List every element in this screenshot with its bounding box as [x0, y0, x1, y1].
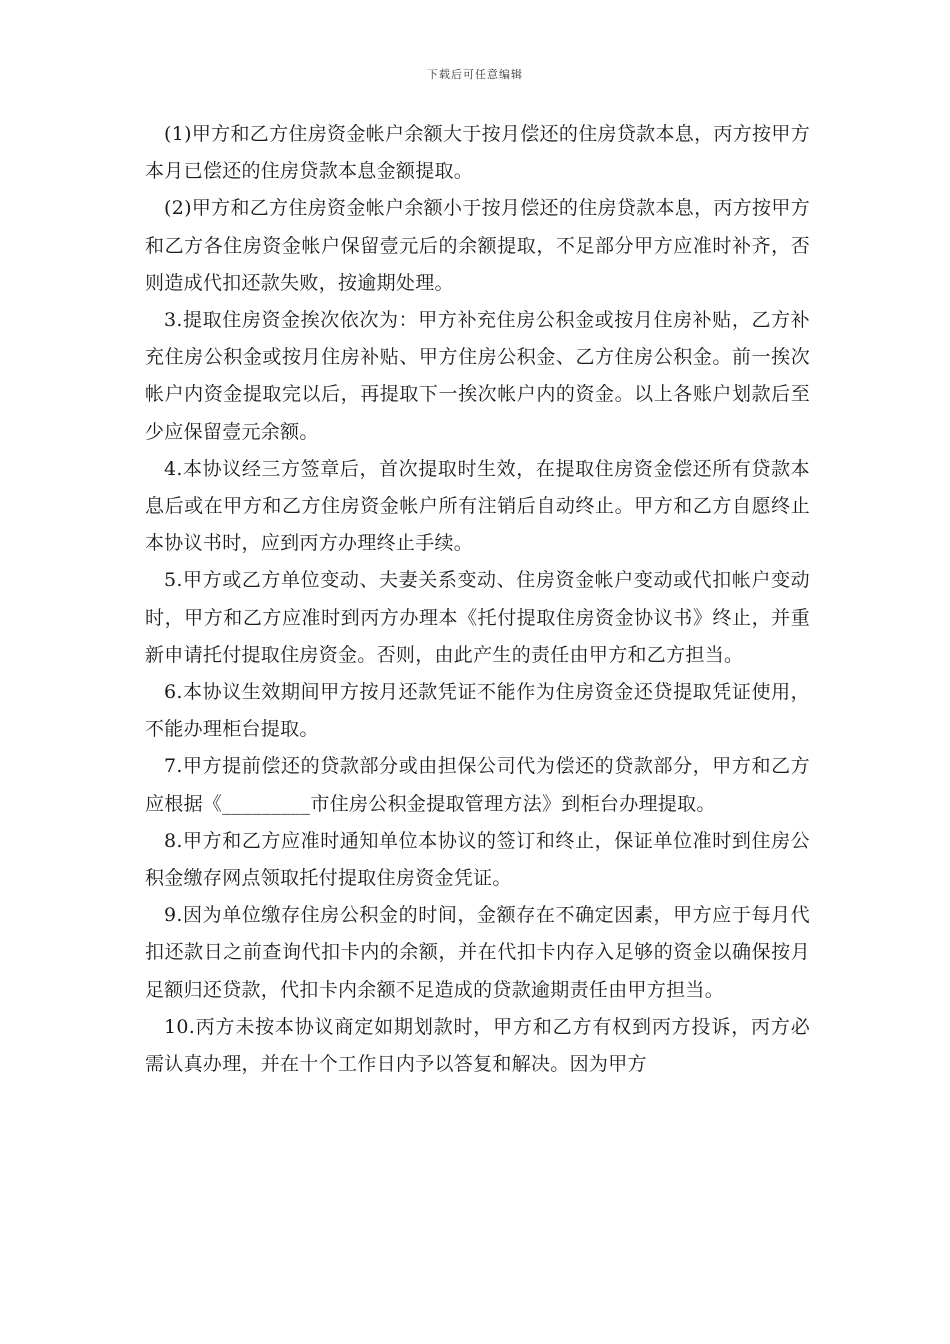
page-header: 下载后可任意编辑 [427, 68, 523, 81]
paragraph-clause-3: 3.提取住房资金挨次依次为：甲方补充住房公积金或按月住房补贴，乙方补充住房公积金或按月住房补贴、甲方住房公积金、乙方住房公积金。前一挨次帐户内资金提取完以后，再提取下一挨次帐户内的资金。以上各账户划款后至少应保留壹元余额。 [145, 309, 810, 443]
paragraph-clause-2: (2)甲方和乙方住房资金帐户余额小于按月偿还的住房贷款本息，丙方按甲方和乙方各住房资金帐户保留壹元后的余额提取，不足部分甲方应准时补齐，否则造成代扣还款失败，按逾期处理。 [145, 197, 810, 294]
paragraph-clause-4: 4.本协议经三方签章后，首次提取时生效，在提取住房资金偿还所有贷款本息后或在甲方和乙方住房资金帐户所有注销后自动终止。甲方和乙方自愿终止本协议书时，应到丙方办理终止手续。 [145, 457, 810, 555]
paragraph-clause-10: 10.丙方未按本协议商定如期划款时，甲方和乙方有权到丙方投诉，丙方必需认真办理，并在十个工作日内予以答复和解决。因为甲方 [145, 1015, 810, 1076]
paragraph-clause-7: 7.甲方提前偿还的贷款部分或由担保公司代为偿还的贷款部分，甲方和乙方应根据《_________市住房公积金提取管理方法》到柜台办理提取。 [145, 755, 810, 815]
paragraph-clause-8: 8.甲方和乙方应准时通知单位本协议的签订和终止，保证单位准时到住房公积金缴存网点领取托付提取住房资金凭证。 [145, 829, 810, 890]
paragraph-clause-5: 5.甲方或乙方单位变动、夫妻关系变动、住房资金帐户变动或代扣帐户变动时，甲方和乙方应准时到丙方办理本《托付提取住房资金协议书》终止，并重新申请托付提取住房资金。否则，由此产生的责任由甲方和乙方担当。 [145, 569, 810, 666]
document-body [145, 116, 810, 1083]
paragraph-clause-9: 9.因为单位缴存住房公积金的时间，金额存在不确定因素，甲方应于每月代扣还款日之前查询代扣卡内的余额，并在代扣卡内存入足够的资金以确保按月足额归还贷款，代扣卡内余额不足造成的贷款逾期责任由甲方担当。 [145, 904, 810, 1001]
paragraph-clause-6: 6.本协议生效期间甲方按月还款凭证不能作为住房资金还贷提取凭证使用，不能办理柜台提取。 [145, 681, 810, 741]
paragraph-clause-1: (1)甲方和乙方住房资金帐户余额大于按月偿还的住房贷款本息，丙方按甲方本月已偿还的住房贷款本息金额提取。 [145, 123, 810, 183]
